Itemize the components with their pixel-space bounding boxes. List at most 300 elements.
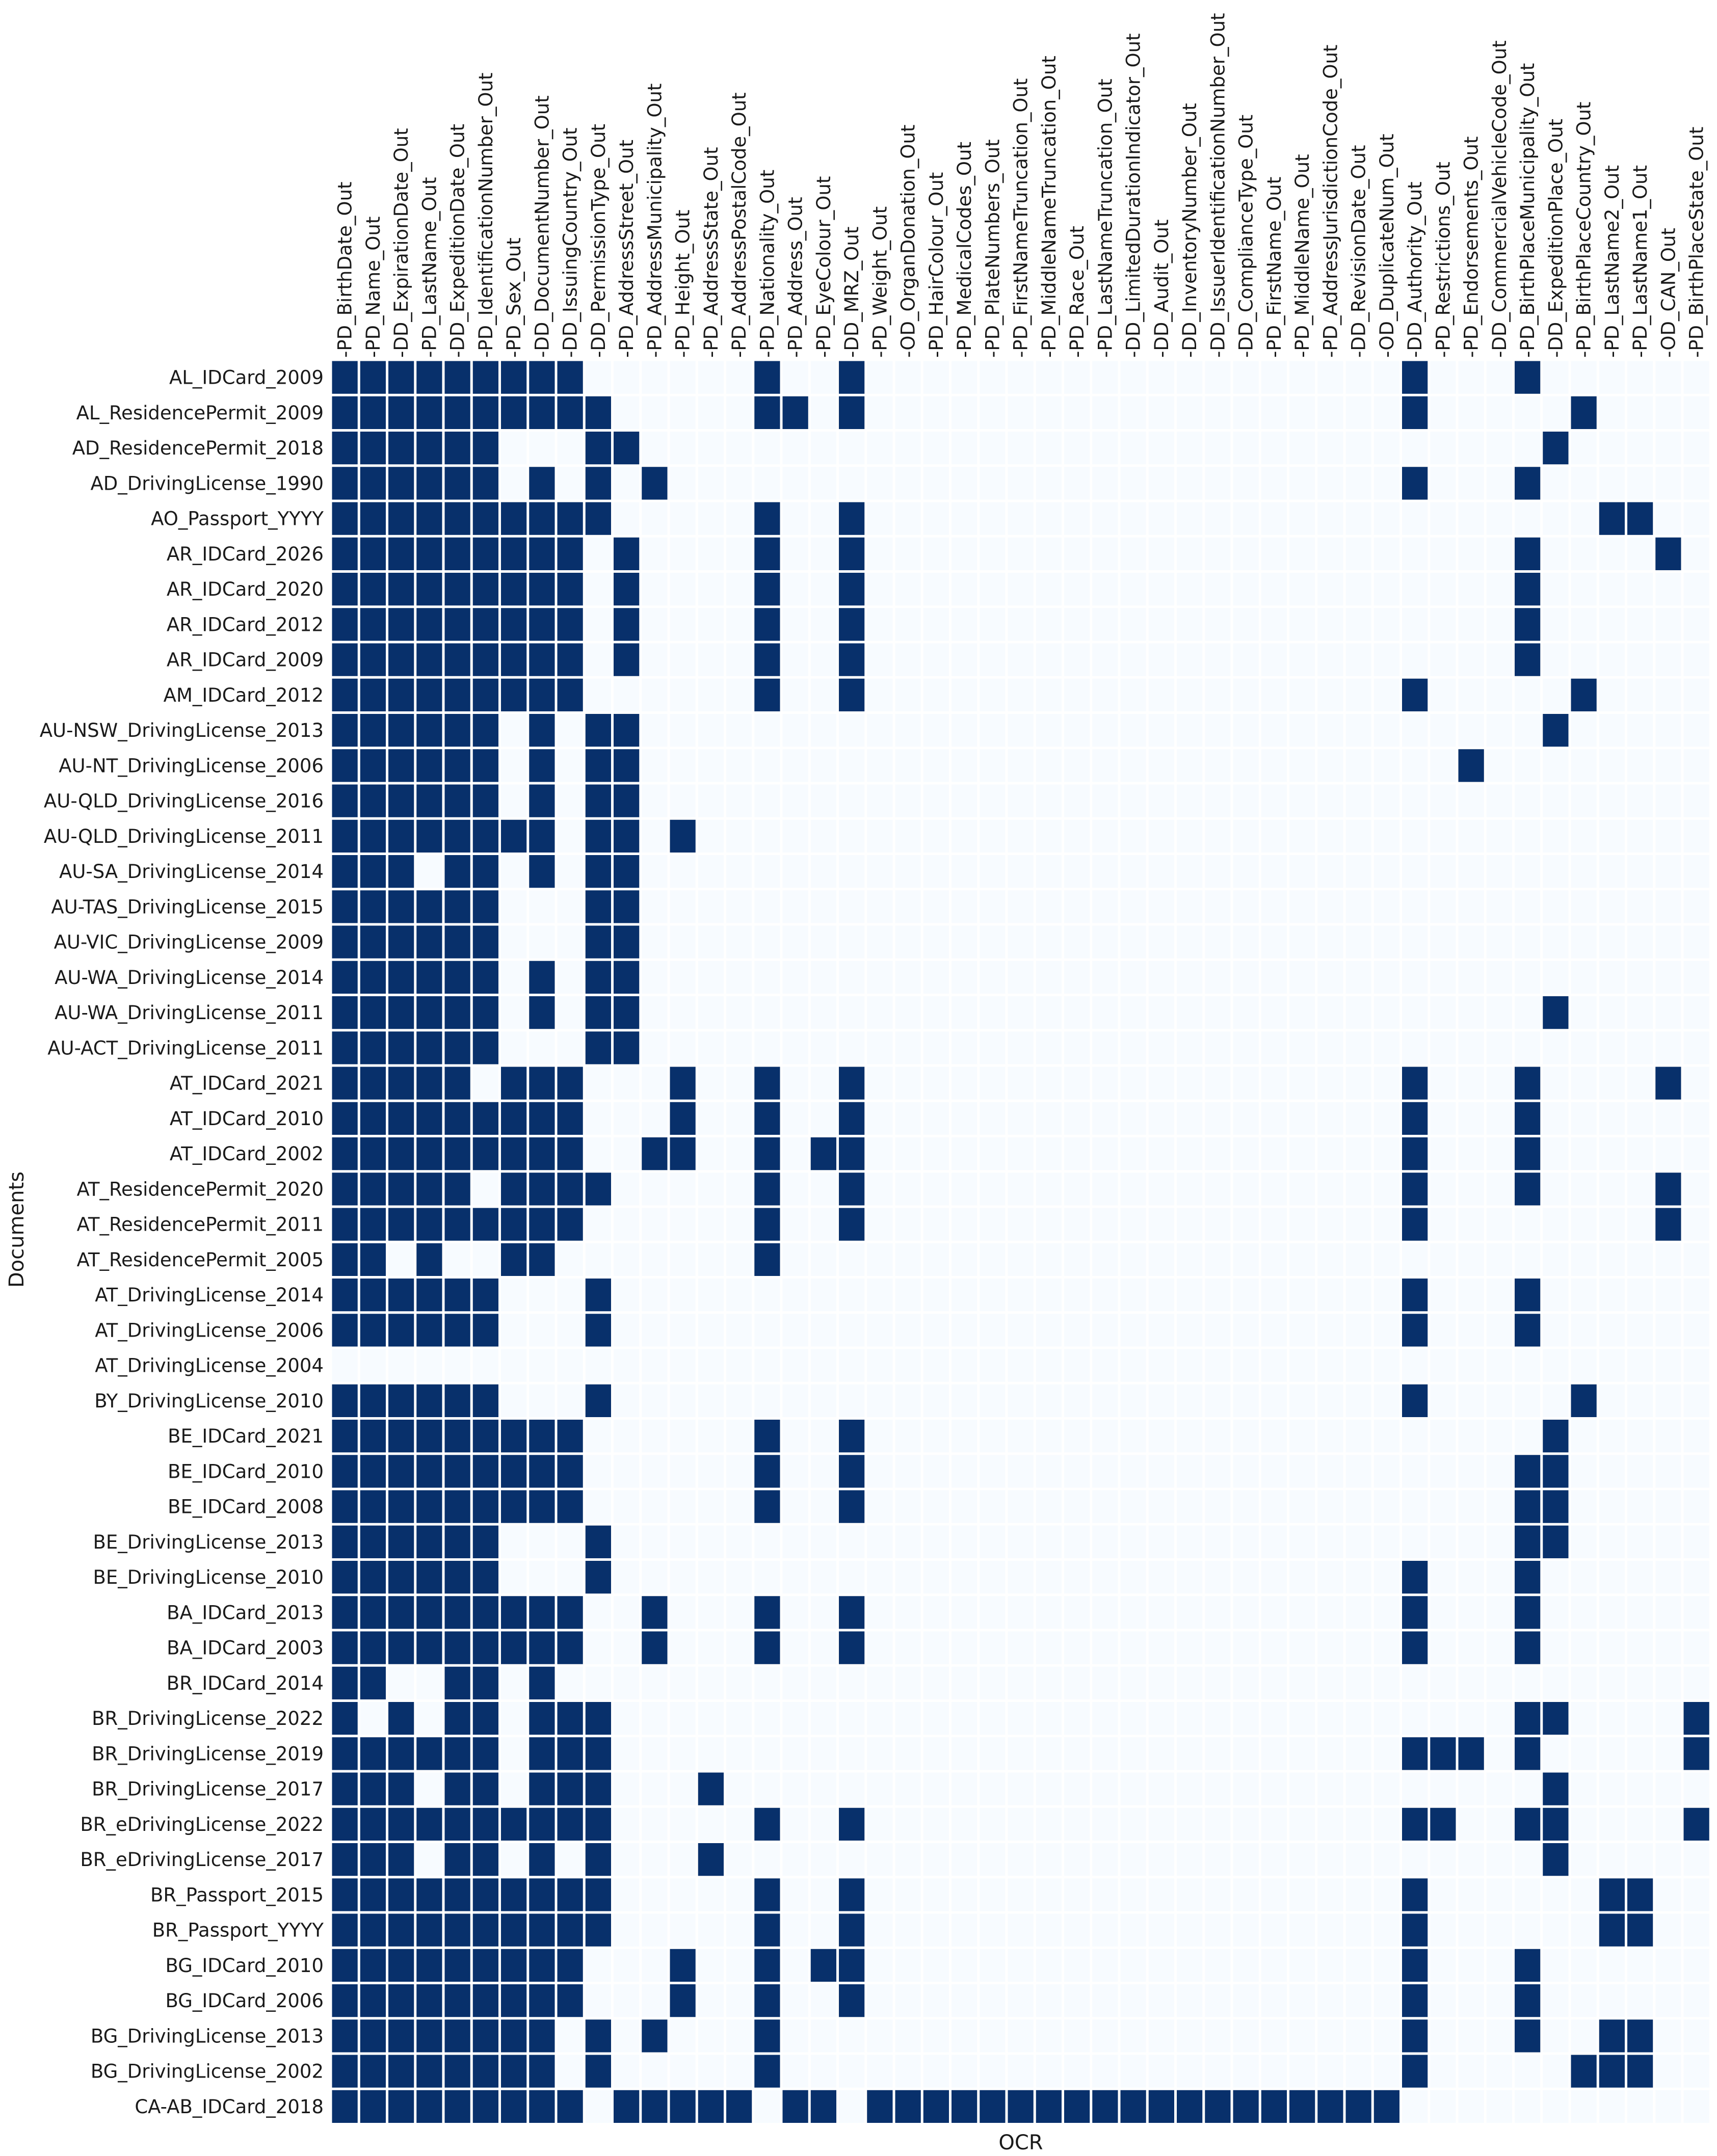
heatmap-cell — [613, 818, 641, 854]
x-axis-title: OCR — [998, 2131, 1043, 2154]
heatmap-cell — [1570, 1383, 1598, 1418]
heatmap-cell — [584, 1842, 612, 1877]
heatmap-cell — [331, 1489, 359, 1524]
heatmap-cell — [556, 1806, 584, 1842]
heatmap-cell — [584, 2018, 612, 2054]
heatmap-cell — [387, 1771, 415, 1806]
heatmap-cell — [781, 395, 809, 430]
heatmap-cell — [359, 1983, 387, 2018]
heatmap-cell — [415, 924, 443, 960]
heatmap-cell — [331, 2054, 359, 2089]
heatmap-cell — [1232, 2089, 1260, 2124]
heatmap-cell — [1654, 1066, 1682, 1101]
heatmap-cell — [1401, 1912, 1429, 1948]
heatmap-cell — [500, 1454, 528, 1489]
column-label: -PD_FirstName_Out — [1263, 176, 1285, 358]
heatmap-cell — [443, 1983, 471, 2018]
column-label: -PD_Race_Out — [1066, 226, 1089, 358]
heatmap-cell — [415, 501, 443, 536]
heatmap-cell — [387, 1419, 415, 1454]
heatmap-cell — [471, 783, 499, 818]
heatmap-cell — [443, 1454, 471, 1489]
heatmap-cell — [331, 995, 359, 1030]
heatmap-cell — [359, 1912, 387, 1948]
heatmap-cell — [331, 713, 359, 748]
heatmap-cell — [838, 1136, 866, 1172]
heatmap-cell — [331, 960, 359, 995]
heatmap-cell — [359, 748, 387, 783]
heatmap-cell — [415, 1172, 443, 1207]
heatmap-cell — [669, 1101, 697, 1136]
heatmap-cell — [471, 1101, 499, 1136]
heatmap-cell — [1598, 1877, 1626, 1912]
heatmap-cell — [809, 1948, 837, 1983]
heatmap-cell — [1514, 1806, 1542, 1842]
heatmap-cell — [584, 995, 612, 1030]
heatmap-cell — [613, 572, 641, 607]
heatmap-cell — [584, 783, 612, 818]
heatmap-cell — [556, 1136, 584, 1172]
heatmap-cell — [669, 1948, 697, 1983]
heatmap-cell — [528, 713, 556, 748]
column-label: -OD_CAN_Out — [1657, 228, 1680, 358]
heatmap-cell — [528, 1242, 556, 1277]
heatmap-cell — [443, 1313, 471, 1348]
heatmap-cell — [387, 642, 415, 677]
heatmap-cell — [753, 1877, 781, 1912]
heatmap-cell — [500, 818, 528, 854]
heatmap-cell — [584, 748, 612, 783]
heatmap-cell — [331, 1771, 359, 1806]
heatmap-cell — [556, 1419, 584, 1454]
heatmap-cell — [471, 1207, 499, 1242]
heatmap-cell — [528, 1701, 556, 1736]
heatmap-cell — [471, 1806, 499, 1842]
heatmap-cell — [443, 1136, 471, 1172]
heatmap-cell — [471, 1454, 499, 1489]
heatmap-cell — [387, 783, 415, 818]
heatmap-cell — [528, 501, 556, 536]
heatmap-cell — [1514, 642, 1542, 677]
heatmap-cell — [584, 854, 612, 889]
heatmap-cell — [443, 677, 471, 712]
heatmap-cell — [528, 395, 556, 430]
heatmap-cell — [613, 431, 641, 466]
heatmap-cell — [1514, 1595, 1542, 1630]
column-labels — [334, 13, 1708, 358]
heatmap-cell — [753, 360, 781, 395]
heatmap-cell — [528, 642, 556, 677]
heatmap-cell — [359, 854, 387, 889]
heatmap-cell — [753, 1595, 781, 1630]
column-label: -PD_AddressStreet_Out — [616, 139, 638, 358]
heatmap-cell — [753, 501, 781, 536]
row-label: BR_DrivingLicense_2022 — [92, 1708, 324, 1730]
heatmap-cell — [556, 1877, 584, 1912]
heatmap-cell — [359, 1877, 387, 1912]
heatmap-cell — [387, 395, 415, 430]
heatmap-cell — [331, 889, 359, 924]
heatmap-cell — [528, 1207, 556, 1242]
heatmap-cell — [528, 1665, 556, 1700]
heatmap-cell — [1035, 2089, 1063, 2124]
heatmap-cell — [500, 395, 528, 430]
heatmap-cell — [443, 1207, 471, 1242]
heatmap-cell — [443, 995, 471, 1030]
heatmap-cell — [556, 536, 584, 571]
heatmap-cell — [556, 360, 584, 395]
row-label: AT_DrivingLicense_2014 — [95, 1284, 324, 1307]
heatmap-cell — [613, 783, 641, 818]
heatmap-cell — [415, 1912, 443, 1948]
heatmap-cell — [331, 501, 359, 536]
heatmap-cell — [443, 395, 471, 430]
heatmap-cell — [753, 1136, 781, 1172]
heatmap-cell — [471, 1983, 499, 2018]
row-label: AU-WA_DrivingLicense_2014 — [55, 966, 324, 989]
column-label: -OD_DuplicateNum_Out — [1376, 134, 1398, 358]
heatmap-cell — [1682, 1806, 1710, 1842]
heatmap-cell — [584, 818, 612, 854]
heatmap-cell — [1401, 1595, 1429, 1630]
heatmap-cell — [415, 748, 443, 783]
row-label: AL_ResidencePermit_2009 — [76, 402, 324, 424]
heatmap-cell — [838, 1877, 866, 1912]
heatmap-cell — [1401, 1948, 1429, 1983]
heatmap-cell — [415, 1136, 443, 1172]
heatmap-cell — [415, 960, 443, 995]
heatmap-cell — [415, 642, 443, 677]
heatmap-cell — [387, 713, 415, 748]
heatmap-cell — [359, 395, 387, 430]
heatmap-cell — [443, 889, 471, 924]
heatmap-cell — [584, 889, 612, 924]
heatmap-cell — [471, 1948, 499, 1983]
heatmap-cell — [415, 1806, 443, 1842]
heatmap-cell — [415, 536, 443, 571]
heatmap-cell — [1570, 395, 1598, 430]
heatmap-cell — [838, 1983, 866, 2018]
heatmap-cell — [443, 1630, 471, 1665]
heatmap-cell — [387, 501, 415, 536]
heatmap-cell — [443, 960, 471, 995]
column-label: -PD_IdentificationNumber_Out — [474, 72, 497, 358]
heatmap-cell — [584, 713, 612, 748]
heatmap-cell — [415, 1313, 443, 1348]
heatmap-cell — [471, 536, 499, 571]
heatmap-cell — [500, 1172, 528, 1207]
heatmap-cell — [443, 1806, 471, 1842]
heatmap-cell — [415, 466, 443, 501]
heatmap-cell — [528, 1912, 556, 1948]
heatmap-cell — [359, 1489, 387, 1524]
heatmap-cell — [1401, 466, 1429, 501]
heatmap-cell — [331, 1877, 359, 1912]
heatmap-cell — [471, 1383, 499, 1418]
heatmap-cell — [443, 1066, 471, 1101]
heatmap-cell — [584, 466, 612, 501]
heatmap-cell — [1514, 1136, 1542, 1172]
heatmap-cell — [500, 1595, 528, 1630]
heatmap-cell — [613, 642, 641, 677]
heatmap-cell — [443, 1277, 471, 1313]
heatmap-cell — [415, 2089, 443, 2124]
heatmap-cell — [415, 1948, 443, 1983]
column-label: -PD_MiddleName_Out — [1291, 154, 1314, 358]
heatmap-cell — [500, 1877, 528, 1912]
heatmap-cell — [471, 1313, 499, 1348]
row-label: CA-AB_IDCard_2018 — [135, 2095, 324, 2118]
heatmap-cell — [556, 1489, 584, 1524]
heatmap-cell — [387, 1383, 415, 1418]
heatmap-cell — [331, 1806, 359, 1842]
column-label: -PD_BirthPlaceState_Out — [1685, 126, 1708, 358]
heatmap-cell — [471, 1524, 499, 1559]
heatmap-cell — [1514, 1630, 1542, 1665]
heatmap-cell — [753, 1912, 781, 1948]
heatmap-cell — [500, 1136, 528, 1172]
row-label: BR_eDrivingLicense_2022 — [80, 1813, 324, 1835]
heatmap-cell — [1401, 1101, 1429, 1136]
heatmap-cell — [387, 1736, 415, 1771]
heatmap-cell — [1372, 2089, 1401, 2124]
row-label: BR_DrivingLicense_2017 — [92, 1778, 324, 1800]
heatmap-cell — [838, 501, 866, 536]
heatmap-cell — [331, 1595, 359, 1630]
heatmap-cell — [387, 1066, 415, 1101]
heatmap-cell — [443, 1877, 471, 1912]
heatmap-cell — [838, 1489, 866, 1524]
row-label: AU-NSW_DrivingLicense_2013 — [39, 720, 324, 742]
column-label: -PD_AddressMunicipality_Out — [644, 83, 666, 358]
heatmap-cell — [584, 1383, 612, 1418]
heatmap-cell — [1401, 1630, 1429, 1665]
heatmap-cell — [556, 1983, 584, 2018]
heatmap-cell — [1654, 536, 1682, 571]
heatmap-cell — [1654, 1207, 1682, 1242]
heatmap-cell — [556, 1454, 584, 1489]
heatmap-cell — [1682, 1736, 1710, 1771]
heatmap-cell — [471, 1912, 499, 1948]
heatmap-cell — [669, 1983, 697, 2018]
heatmap-cell — [1457, 1736, 1485, 1771]
heatmap-cell — [584, 1771, 612, 1806]
heatmap-cell — [669, 818, 697, 854]
heatmap-cell — [359, 1101, 387, 1136]
column-label: -PD_LastName_Out — [418, 177, 441, 358]
heatmap-cell — [753, 1948, 781, 1983]
row-label: BR_Passport_YYYY — [152, 1919, 324, 1941]
heatmap-cell — [443, 1842, 471, 1877]
heatmap-cell — [528, 2054, 556, 2089]
heatmap-cell — [331, 1701, 359, 1736]
heatmap-cell — [387, 1630, 415, 1665]
column-label: -OD_OrganDonation_Out — [897, 124, 919, 358]
heatmap-cell — [415, 360, 443, 395]
heatmap-cell — [1542, 713, 1570, 748]
heatmap-cell — [387, 1277, 415, 1313]
heatmap-cell — [1063, 2089, 1091, 2124]
heatmap-cell — [1260, 2089, 1288, 2124]
heatmap-cell — [1542, 1771, 1570, 1806]
heatmap-cell — [556, 572, 584, 607]
heatmap-cell — [584, 1912, 612, 1948]
row-label: AT_DrivingLicense_2004 — [95, 1354, 324, 1377]
heatmap-cell — [443, 1489, 471, 1524]
heatmap-cell — [641, 1595, 669, 1630]
heatmap-cell — [1514, 1454, 1542, 1489]
row-label: AD_ResidencePermit_2018 — [72, 437, 324, 460]
column-label: -PD_LastName1_Out — [1629, 165, 1652, 358]
heatmap-cell — [584, 1701, 612, 1736]
heatmap-cells — [331, 360, 1710, 2124]
heatmap-cell — [1542, 1806, 1570, 1842]
heatmap-cell — [1598, 501, 1626, 536]
heatmap-cell — [556, 1207, 584, 1242]
heatmap-cell — [331, 1277, 359, 1313]
heatmap-cell — [1401, 2018, 1429, 2054]
heatmap-cell — [500, 1630, 528, 1665]
heatmap-cell — [331, 1313, 359, 1348]
heatmap-cell — [443, 1172, 471, 1207]
heatmap-cell — [584, 2054, 612, 2089]
heatmap-cell — [1176, 2089, 1204, 2124]
heatmap-cell — [584, 1277, 612, 1313]
heatmap-cell — [950, 2089, 979, 2124]
heatmap-cell — [359, 1066, 387, 1101]
row-label: AU-TAS_DrivingLicense_2015 — [51, 896, 324, 918]
heatmap-cell — [387, 1524, 415, 1559]
heatmap-cell — [415, 889, 443, 924]
heatmap-cell — [331, 1524, 359, 1559]
heatmap-cell — [528, 1983, 556, 2018]
heatmap-cell — [387, 1172, 415, 1207]
heatmap-cell — [922, 2089, 950, 2124]
heatmap-cell — [584, 1560, 612, 1595]
heatmap-cell — [387, 1560, 415, 1595]
heatmap-cell — [387, 1806, 415, 1842]
column-label: -DD_MRZ_Out — [841, 226, 863, 358]
row-label: BR_eDrivingLicense_2017 — [80, 1849, 324, 1871]
heatmap-cell — [359, 677, 387, 712]
heatmap-cell — [1401, 1983, 1429, 2018]
heatmap-cell — [471, 431, 499, 466]
heatmap-cell — [443, 783, 471, 818]
heatmap-cell — [387, 607, 415, 642]
row-label: AT_ResidencePermit_2011 — [76, 1213, 324, 1236]
heatmap-cell — [331, 1842, 359, 1877]
heatmap-cell — [669, 1136, 697, 1172]
row-label: BR_IDCard_2014 — [166, 1672, 324, 1694]
heatmap-cell — [753, 1454, 781, 1489]
heatmap-cell — [415, 1242, 443, 1277]
heatmap-cell — [613, 2089, 641, 2124]
heatmap-cell — [753, 2018, 781, 2054]
heatmap-cell — [838, 1172, 866, 1207]
heatmap-cell — [331, 607, 359, 642]
heatmap-cell — [838, 1066, 866, 1101]
heatmap-cell — [528, 1806, 556, 1842]
row-label: AU-ACT_DrivingLicense_2011 — [47, 1037, 324, 1059]
column-label: -PD_BirthPlaceMunicipality_Out — [1517, 63, 1539, 358]
heatmap-cell — [387, 1454, 415, 1489]
heatmap-cell — [1598, 1912, 1626, 1948]
heatmap-cell — [471, 1277, 499, 1313]
heatmap-cell — [556, 1101, 584, 1136]
heatmap-cell — [415, 1595, 443, 1630]
row-label: BR_DrivingLicense_2019 — [92, 1743, 324, 1765]
heatmap-cell — [753, 1066, 781, 1101]
heatmap-cell — [528, 466, 556, 501]
heatmap-cell — [528, 1066, 556, 1101]
column-label: -PD_AddressJurisdictionCode_Out — [1319, 44, 1342, 358]
heatmap-cell — [331, 818, 359, 854]
heatmap-cell — [387, 1842, 415, 1877]
heatmap-cell — [387, 1948, 415, 1983]
heatmap-cell — [1457, 748, 1485, 783]
heatmap-cell — [471, 395, 499, 430]
heatmap-cell — [471, 2054, 499, 2089]
heatmap-cell — [359, 431, 387, 466]
heatmap-cell — [443, 1665, 471, 1700]
heatmap-cell — [471, 466, 499, 501]
heatmap-cell — [387, 536, 415, 571]
heatmap-cell — [697, 1842, 725, 1877]
column-label: -DD_ExpeditionPlace_Out — [1545, 119, 1567, 358]
heatmap-cell — [1401, 360, 1429, 395]
heatmap-cell — [359, 642, 387, 677]
heatmap-cell — [1514, 607, 1542, 642]
heatmap-cell — [331, 1736, 359, 1771]
heatmap-cell — [471, 1842, 499, 1877]
heatmap-cell — [556, 677, 584, 712]
heatmap-cell — [584, 1877, 612, 1912]
heatmap-cell — [359, 1419, 387, 1454]
heatmap-cell — [528, 960, 556, 995]
heatmap-cell — [613, 924, 641, 960]
heatmap-cell — [809, 1136, 837, 1172]
heatmap-cell — [471, 1771, 499, 1806]
heatmap-cell — [1401, 1383, 1429, 1418]
column-label: -PD_PlateNumbers_Out — [982, 139, 1004, 358]
heatmap-cell — [387, 2018, 415, 2054]
column-label: -PD_AddressPostalCode_Out — [728, 92, 751, 358]
column-label: -DD_PermissionType_Out — [587, 124, 610, 358]
heatmap-cell — [1514, 1066, 1542, 1101]
heatmap-cell — [1598, 2054, 1626, 2089]
heatmap-cell — [1626, 501, 1654, 536]
heatmap-cell — [471, 854, 499, 889]
heatmap-cell — [1542, 1419, 1570, 1454]
heatmap-cell — [387, 1313, 415, 1348]
column-label: -PD_Height_Out — [672, 209, 694, 358]
heatmap-cell — [1654, 1172, 1682, 1207]
heatmap-cell — [331, 1665, 359, 1700]
heatmap-cell — [415, 1454, 443, 1489]
row-label: BG_IDCard_2006 — [165, 1990, 324, 2012]
heatmap-cell — [331, 536, 359, 571]
heatmap-cell — [1401, 1877, 1429, 1912]
heatmap-cell — [415, 1736, 443, 1771]
row-label: BY_DrivingLicense_2010 — [94, 1390, 324, 1412]
heatmap-cell — [331, 1560, 359, 1595]
heatmap-cell — [443, 1383, 471, 1418]
row-label: AT_DrivingLicense_2006 — [95, 1319, 324, 1342]
column-label: -PD_Weight_Out — [869, 206, 891, 358]
heatmap-cell — [471, 1419, 499, 1454]
heatmap-cell — [359, 1524, 387, 1559]
heatmap-cell — [556, 1912, 584, 1948]
